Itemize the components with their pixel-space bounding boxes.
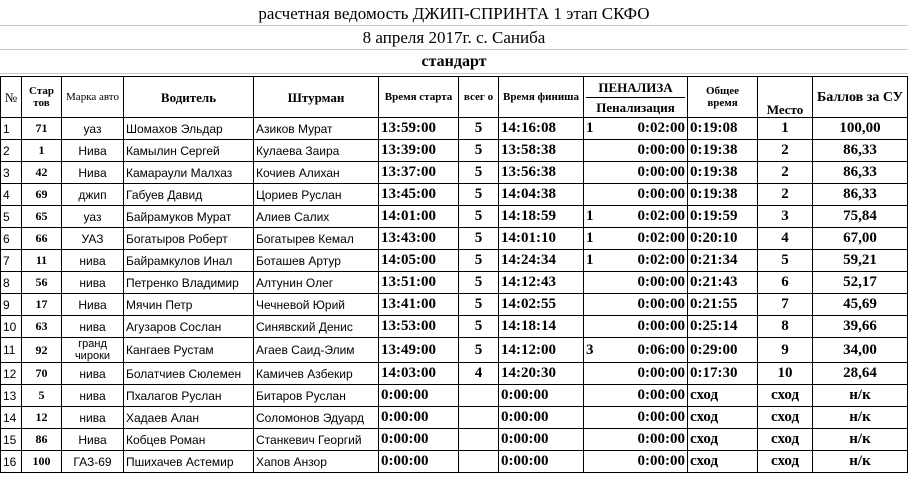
cell-navigator: Хапов Анзор [254, 451, 379, 473]
cell-finish: 0:00:00 [499, 451, 584, 473]
cell-no: 1 [1, 118, 22, 140]
cell-total: 5 [459, 162, 499, 184]
cell-driver: Байрамуков Мурат [124, 206, 254, 228]
results-body [1, 118, 908, 473]
cell-brand: Нива [62, 140, 124, 162]
results-table [0, 76, 908, 473]
table-row [1, 228, 908, 250]
cell-finish: 0:00:00 [499, 385, 584, 407]
cell-place: 1 [758, 118, 813, 140]
cell-total-time: 0:20:10 [688, 228, 758, 250]
cell-brand: ГАЗ-69 [62, 451, 124, 473]
cell-start-time: 0:00:00 [379, 407, 459, 429]
cell-total-time: 0:19:38 [688, 184, 758, 206]
cell-start-time: 14:03:00 [379, 363, 459, 385]
cell-no: 7 [1, 250, 22, 272]
cell-penalty-count [584, 385, 620, 407]
table-row [1, 162, 908, 184]
col-penalty-group: ПЕНАЛИЗА [586, 78, 685, 98]
col-points: Баллов за СУ [813, 77, 908, 118]
cell-start-time: 0:00:00 [379, 451, 459, 473]
cell-finish: 14:04:38 [499, 184, 584, 206]
cell-total-time: 0:19:08 [688, 118, 758, 140]
col-penalty-sub: Пенализация [596, 99, 675, 115]
table-row [1, 451, 908, 473]
cell-place: сход [758, 429, 813, 451]
cell-points: 45,69 [813, 294, 908, 316]
cell-start: 12 [22, 407, 62, 429]
table-row [1, 140, 908, 162]
table-row [1, 316, 908, 338]
date-place: 8 апреля 2017г. с. Саниба [0, 27, 908, 50]
col-total-time: Общее время [688, 77, 758, 118]
cell-place: сход [758, 385, 813, 407]
cell-total-time: 0:21:55 [688, 294, 758, 316]
cell-total-time: 0:19:38 [688, 162, 758, 184]
cell-no: 14 [1, 407, 22, 429]
cell-penalty-count [584, 294, 620, 316]
cell-start-time: 0:00:00 [379, 385, 459, 407]
cell-brand: уаз [62, 206, 124, 228]
cell-penalty-count: 1 [584, 206, 620, 228]
cell-start: 5 [22, 385, 62, 407]
cell-total-time: 0:17:30 [688, 363, 758, 385]
cell-brand: нива [62, 407, 124, 429]
col-finish-time: Время финиша [499, 77, 584, 118]
cell-penalty-count [584, 429, 620, 451]
cell-place: 2 [758, 140, 813, 162]
cell-total-time: сход [688, 451, 758, 473]
cell-navigator: Кочиев Алихан [254, 162, 379, 184]
cell-total: 5 [459, 316, 499, 338]
cell-finish: 14:18:59 [499, 206, 584, 228]
cell-finish: 13:56:38 [499, 162, 584, 184]
cell-penalty-count [584, 363, 620, 385]
cell-navigator: Соломонов Эдуард [254, 407, 379, 429]
col-no: № [1, 77, 22, 118]
col-total: всег о [459, 77, 499, 118]
cell-brand: нива [62, 316, 124, 338]
cell-points: 86,33 [813, 162, 908, 184]
col-navigator: Штурман [254, 77, 379, 118]
cell-penalty-count: 1 [584, 118, 620, 140]
cell-no: 15 [1, 429, 22, 451]
cell-points: н/к [813, 407, 908, 429]
cell-navigator: Алтунин Олег [254, 272, 379, 294]
cell-total [459, 385, 499, 407]
cell-no: 10 [1, 316, 22, 338]
cell-brand: Нива [62, 429, 124, 451]
cell-navigator: Алиев Салих [254, 206, 379, 228]
col-place: Место [758, 77, 813, 118]
cell-place: 7 [758, 294, 813, 316]
cell-place: 3 [758, 206, 813, 228]
table-row [1, 407, 908, 429]
cell-total [459, 451, 499, 473]
cell-no: 11 [1, 338, 22, 363]
cell-driver: Мячин Петр [124, 294, 254, 316]
cell-penalty-time: 0:00:00 [620, 162, 688, 184]
cell-start-time: 14:05:00 [379, 250, 459, 272]
cell-points: 86,33 [813, 184, 908, 206]
cell-no: 16 [1, 451, 22, 473]
cell-brand: Нива [62, 294, 124, 316]
cell-no: 5 [1, 206, 22, 228]
cell-start-time: 14:01:00 [379, 206, 459, 228]
cell-penalty-time: 0:02:00 [620, 250, 688, 272]
cell-start-time: 13:37:00 [379, 162, 459, 184]
cell-penalty-time: 0:06:00 [620, 338, 688, 363]
cell-start: 69 [22, 184, 62, 206]
cell-finish: 14:16:08 [499, 118, 584, 140]
cell-points: 39,66 [813, 316, 908, 338]
table-row [1, 338, 908, 363]
cell-start-time: 0:00:00 [379, 429, 459, 451]
cell-brand: нива [62, 385, 124, 407]
cell-brand: нива [62, 363, 124, 385]
cell-start: 1 [22, 140, 62, 162]
cell-penalty-count [584, 451, 620, 473]
cell-total [459, 407, 499, 429]
cell-start: 86 [22, 429, 62, 451]
cell-points: 59,21 [813, 250, 908, 272]
cell-driver: Агузаров Сослан [124, 316, 254, 338]
cell-penalty-time: 0:00:00 [620, 272, 688, 294]
cell-penalty-count: 1 [584, 228, 620, 250]
cell-total: 5 [459, 228, 499, 250]
cell-total-time: сход [688, 385, 758, 407]
cell-place: 2 [758, 184, 813, 206]
table-row [1, 184, 908, 206]
cell-total [459, 429, 499, 451]
cell-brand: УАЗ [62, 228, 124, 250]
cell-navigator: Азиков Мурат [254, 118, 379, 140]
cell-driver: Пхалагов Руслан [124, 385, 254, 407]
col-start-time: Время старта [379, 77, 459, 118]
cell-start: 17 [22, 294, 62, 316]
cell-navigator: Цориев Руслан [254, 184, 379, 206]
cell-penalty-time: 0:00:00 [620, 294, 688, 316]
table-row [1, 363, 908, 385]
cell-navigator: Богатырев Кемал [254, 228, 379, 250]
cell-no: 8 [1, 272, 22, 294]
cell-brand: уаз [62, 118, 124, 140]
cell-total-time: 0:19:38 [688, 140, 758, 162]
table-row [1, 385, 908, 407]
cell-points: н/к [813, 385, 908, 407]
cell-driver: Болатчиев Сюлемен [124, 363, 254, 385]
cell-brand: джип [62, 184, 124, 206]
cell-driver: Кангаев Рустам [124, 338, 254, 363]
cell-start-time: 13:45:00 [379, 184, 459, 206]
cell-no: 3 [1, 162, 22, 184]
cell-points: 52,17 [813, 272, 908, 294]
cell-total: 5 [459, 250, 499, 272]
cell-navigator: Боташев Артур [254, 250, 379, 272]
cell-no: 4 [1, 184, 22, 206]
table-row [1, 118, 908, 140]
cell-place: 10 [758, 363, 813, 385]
cell-finish: 14:12:43 [499, 272, 584, 294]
col-start: Стар тов [22, 77, 62, 118]
cell-penalty-count: 1 [584, 250, 620, 272]
cell-brand: Нива [62, 162, 124, 184]
cell-no: 12 [1, 363, 22, 385]
cell-finish: 0:00:00 [499, 407, 584, 429]
cell-total: 4 [459, 363, 499, 385]
cell-start: 92 [22, 338, 62, 363]
cell-place: 4 [758, 228, 813, 250]
cell-driver: Габуев Давид [124, 184, 254, 206]
cell-points: н/к [813, 429, 908, 451]
cell-driver: Петренко Владимир [124, 272, 254, 294]
cell-total: 5 [459, 206, 499, 228]
cell-total: 5 [459, 294, 499, 316]
cell-start-time: 13:39:00 [379, 140, 459, 162]
table-row [1, 250, 908, 272]
cell-finish: 14:24:34 [499, 250, 584, 272]
cell-driver: Камылин Сергей [124, 140, 254, 162]
cell-finish: 14:18:14 [499, 316, 584, 338]
cell-finish: 14:01:10 [499, 228, 584, 250]
class-label: стандарт [0, 51, 908, 74]
cell-points: 100,00 [813, 118, 908, 140]
cell-navigator: Синявский Денис [254, 316, 379, 338]
cell-penalty-count: 3 [584, 338, 620, 363]
cell-navigator: Чечневой Юрий [254, 294, 379, 316]
cell-no: 9 [1, 294, 22, 316]
cell-penalty-count [584, 407, 620, 429]
cell-points: 34,00 [813, 338, 908, 363]
cell-finish: 14:20:30 [499, 363, 584, 385]
cell-total-time: сход [688, 429, 758, 451]
cell-start: 100 [22, 451, 62, 473]
cell-total-time: 0:21:34 [688, 250, 758, 272]
cell-total: 5 [459, 272, 499, 294]
cell-navigator: Битаров Руслан [254, 385, 379, 407]
cell-points: 67,00 [813, 228, 908, 250]
cell-place: 6 [758, 272, 813, 294]
cell-driver: Хадаев Алан [124, 407, 254, 429]
cell-driver: Кобцев Роман [124, 429, 254, 451]
cell-penalty-time: 0:00:00 [620, 140, 688, 162]
cell-driver: Байрамкулов Инал [124, 250, 254, 272]
cell-penalty-count [584, 184, 620, 206]
cell-start: 63 [22, 316, 62, 338]
cell-total-time: 0:25:14 [688, 316, 758, 338]
cell-total-time: 0:19:59 [688, 206, 758, 228]
cell-start: 71 [22, 118, 62, 140]
cell-total-time: сход [688, 407, 758, 429]
cell-start: 70 [22, 363, 62, 385]
cell-start-time: 13:51:00 [379, 272, 459, 294]
cell-start-time: 13:43:00 [379, 228, 459, 250]
cell-penalty-time: 0:00:00 [620, 407, 688, 429]
cell-points: н/к [813, 451, 908, 473]
header-row [1, 77, 908, 118]
cell-place: сход [758, 451, 813, 473]
cell-total: 5 [459, 184, 499, 206]
cell-driver: Камараули Малхаз [124, 162, 254, 184]
cell-start-time: 13:53:00 [379, 316, 459, 338]
cell-driver: Богатыров Роберт [124, 228, 254, 250]
cell-finish: 13:58:38 [499, 140, 584, 162]
cell-start: 56 [22, 272, 62, 294]
cell-place: 2 [758, 162, 813, 184]
cell-penalty-count [584, 140, 620, 162]
cell-no: 6 [1, 228, 22, 250]
cell-place: сход [758, 407, 813, 429]
cell-place: 8 [758, 316, 813, 338]
cell-start-time: 13:49:00 [379, 338, 459, 363]
cell-penalty-time: 0:02:00 [620, 118, 688, 140]
cell-navigator: Кулаева Заира [254, 140, 379, 162]
cell-navigator: Агаев Саид-Элим [254, 338, 379, 363]
cell-brand: нива [62, 272, 124, 294]
cell-start: 66 [22, 228, 62, 250]
cell-driver: Шомахов Эльдар [124, 118, 254, 140]
table-row [1, 206, 908, 228]
cell-total-time: 0:21:43 [688, 272, 758, 294]
cell-start-time: 13:59:00 [379, 118, 459, 140]
cell-start: 42 [22, 162, 62, 184]
cell-penalty-time: 0:00:00 [620, 363, 688, 385]
cell-points: 86,33 [813, 140, 908, 162]
cell-place: 9 [758, 338, 813, 363]
cell-penalty-time: 0:00:00 [620, 316, 688, 338]
cell-no: 2 [1, 140, 22, 162]
cell-navigator: Станкевич Георгий [254, 429, 379, 451]
col-brand: Марка авто [62, 77, 124, 118]
sheet-title: расчетная ведомость ДЖИП-СПРИНТА 1 этап СКФО [0, 3, 908, 26]
cell-penalty-count [584, 316, 620, 338]
cell-penalty-time: 0:02:00 [620, 206, 688, 228]
table-row [1, 294, 908, 316]
cell-penalty-time: 0:00:00 [620, 451, 688, 473]
cell-total: 5 [459, 118, 499, 140]
cell-penalty-time: 0:00:00 [620, 385, 688, 407]
cell-no: 13 [1, 385, 22, 407]
cell-total: 5 [459, 338, 499, 363]
cell-place: 5 [758, 250, 813, 272]
cell-penalty-time: 0:02:00 [620, 228, 688, 250]
cell-start-time: 13:41:00 [379, 294, 459, 316]
cell-brand: гранд чироки [62, 338, 124, 363]
col-driver: Водитель [124, 77, 254, 118]
cell-start: 65 [22, 206, 62, 228]
cell-penalty-time: 0:00:00 [620, 184, 688, 206]
col-penalty [584, 77, 688, 118]
cell-driver: Пшихачев Астемир [124, 451, 254, 473]
table-row [1, 429, 908, 451]
cell-penalty-count [584, 162, 620, 184]
cell-start: 11 [22, 250, 62, 272]
cell-finish: 0:00:00 [499, 429, 584, 451]
cell-total-time: 0:29:00 [688, 338, 758, 363]
table-row [1, 272, 908, 294]
cell-points: 28,64 [813, 363, 908, 385]
cell-finish: 14:02:55 [499, 294, 584, 316]
cell-points: 75,84 [813, 206, 908, 228]
cell-total: 5 [459, 140, 499, 162]
cell-navigator: Камичев Азбекир [254, 363, 379, 385]
cell-penalty-count [584, 272, 620, 294]
cell-finish: 14:12:00 [499, 338, 584, 363]
cell-brand: нива [62, 250, 124, 272]
cell-penalty-time: 0:00:00 [620, 429, 688, 451]
